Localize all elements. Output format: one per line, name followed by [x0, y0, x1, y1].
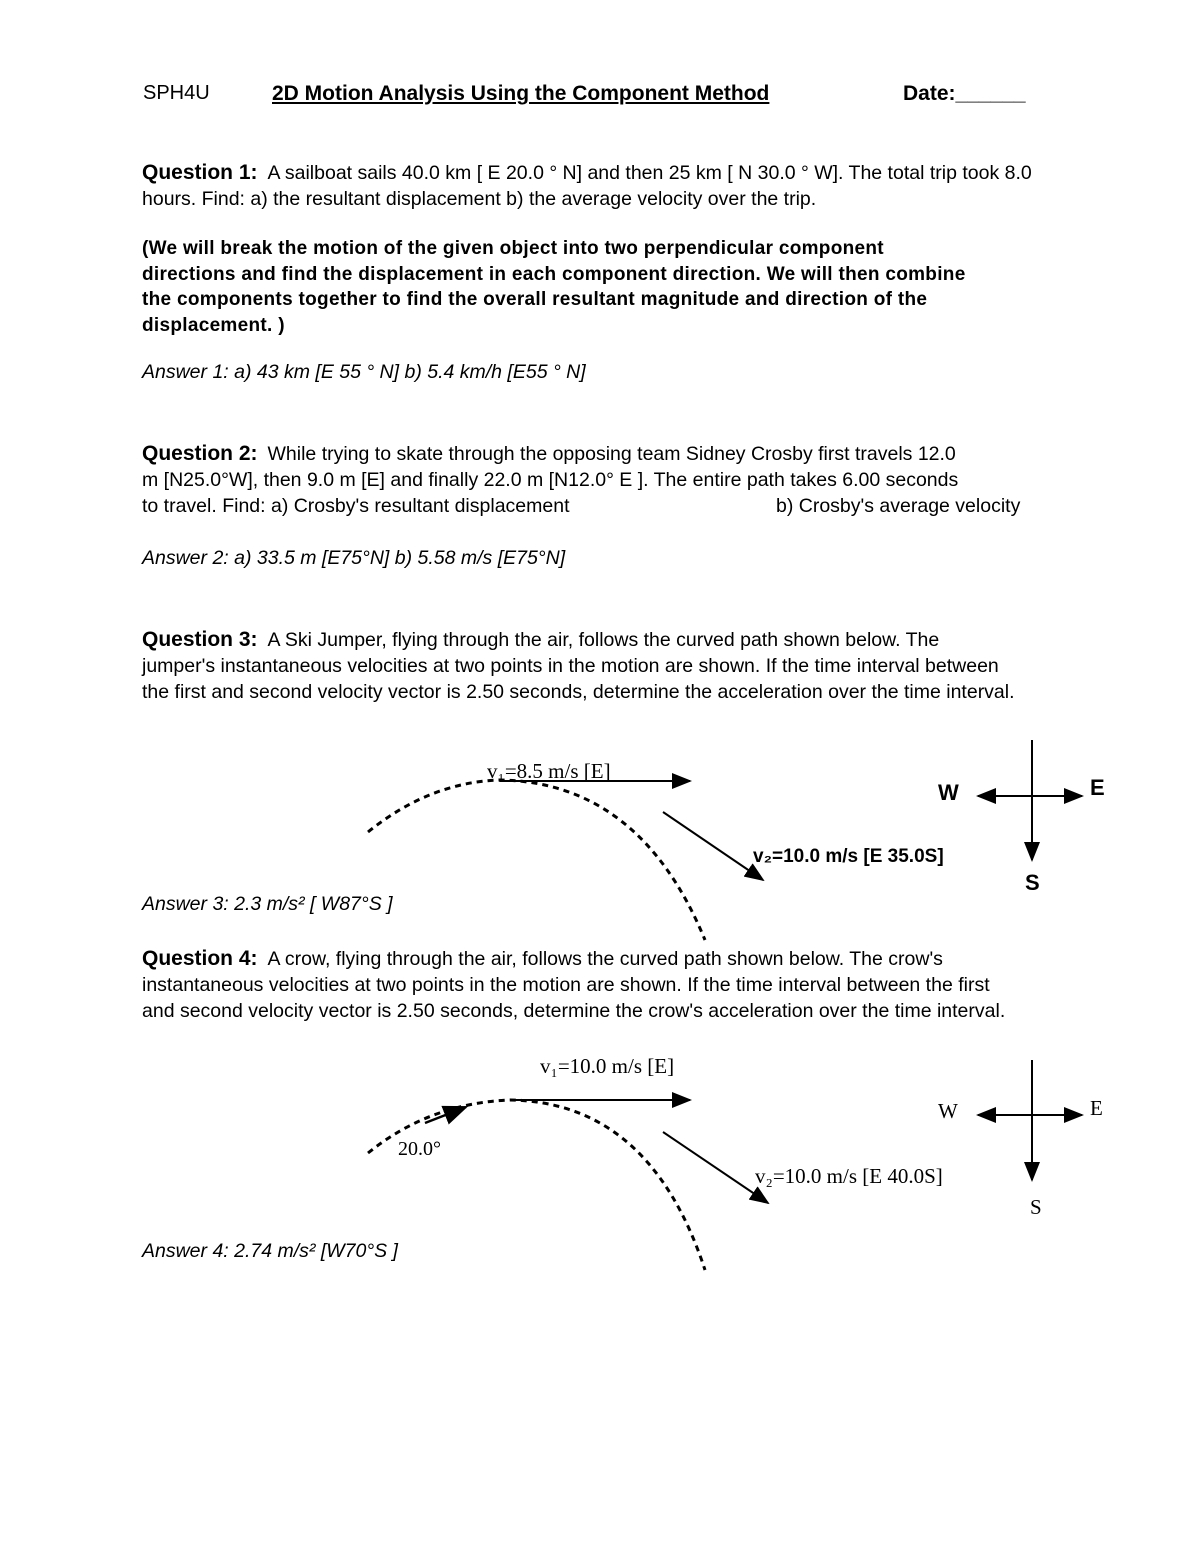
- question-2-line-2: m [N25.0°W], then 9.0 m [E] and finally 22.0 m [N12.0° E ]. The entire path takes 6.00 seconds: [142, 469, 959, 491]
- question-3-line-3: the first and second velocity vector is 2.50 seconds, determine the acceleration over the time interval.: [142, 681, 1015, 703]
- question-2-label: Question 2:: [142, 442, 258, 465]
- compass-rose: [978, 1060, 1082, 1180]
- note-line: displacement. ): [142, 314, 285, 336]
- date-field: Date:______: [903, 82, 1026, 105]
- course-code: SPH4U: [143, 82, 210, 104]
- question-1-line-1: A sailboat sails 40.0 km [ E 20.0 ° N] and then 25 km [ N 30.0 ° W]. The total trip took 8.0: [267, 162, 1032, 184]
- v1-label: v₁=10.0 m/s [E]: [540, 1054, 675, 1078]
- question-1-label: Question 1:: [142, 161, 258, 184]
- compass-south: S: [1030, 1195, 1042, 1219]
- compass-west: W: [938, 1099, 958, 1123]
- v2-arrow: [663, 1132, 768, 1203]
- answer-3: Answer 3: 2.3 m/s² [ W87°S ]: [142, 893, 393, 915]
- compass-west: W: [938, 780, 959, 805]
- v2-label: v₂=10.0 m/s [E 35.0S]: [753, 846, 944, 867]
- note-line: directions and find the displacement in each component direction. We will then combine: [142, 263, 966, 285]
- angle-label: 20.0°: [398, 1138, 441, 1160]
- answer-4: Answer 4: 2.74 m/s² [W70°S ]: [142, 1240, 398, 1262]
- crow-path: [368, 1100, 705, 1270]
- question-4-line-2: instantaneous velocities at two points in the motion are shown. If the time interval between the first: [142, 974, 990, 996]
- v2-label: v₂=10.0 m/s [E 40.0S]: [755, 1164, 943, 1188]
- compass-east: E: [1090, 1096, 1103, 1120]
- compass-south: S: [1025, 870, 1040, 895]
- question-2-line-3a: to travel. Find: a) Crosby's resultant displacement: [142, 495, 570, 517]
- answer-1: Answer 1: a) 43 km [E 55 ° N] b) 5.4 km/h [E55 ° N]: [142, 361, 586, 383]
- question-4-line-1: A crow, flying through the air, follows the curved path shown below. The crow's: [267, 948, 943, 970]
- question-1-line-2: hours. Find: a) the resultant displacement b) the average velocity over the trip.: [142, 188, 817, 210]
- question-3-line-2: jumper's instantaneous velocities at two points in the motion are shown. If the time interval between: [142, 655, 999, 677]
- v1-label: v₁=8.5 m/s [E]: [487, 759, 611, 783]
- question-4-line-3: and second velocity vector is 2.50 seconds, determine the crow's acceleration over the time interval.: [142, 1000, 1006, 1022]
- question-4-label: Question 4:: [142, 947, 258, 970]
- compass-east: E: [1090, 775, 1105, 800]
- answer-2: Answer 2: a) 33.5 m [E75°N] b) 5.58 m/s [E75°N]: [142, 547, 566, 569]
- question-3-label: Question 3:: [142, 628, 258, 651]
- page-title: 2D Motion Analysis Using the Component Method: [272, 82, 770, 105]
- question-2-line-3b: b) Crosby's average velocity: [776, 495, 1021, 517]
- note-line: (We will break the motion of the given object into two perpendicular component: [142, 238, 884, 259]
- note-line: the components together to find the overall resultant magnitude and direction of the: [142, 289, 928, 310]
- question-2-line-1: While trying to skate through the opposing team Sidney Crosby first travels 12.0: [267, 443, 956, 465]
- question-3-line-1: A Ski Jumper, flying through the air, follows the curved path shown below. The: [267, 629, 940, 651]
